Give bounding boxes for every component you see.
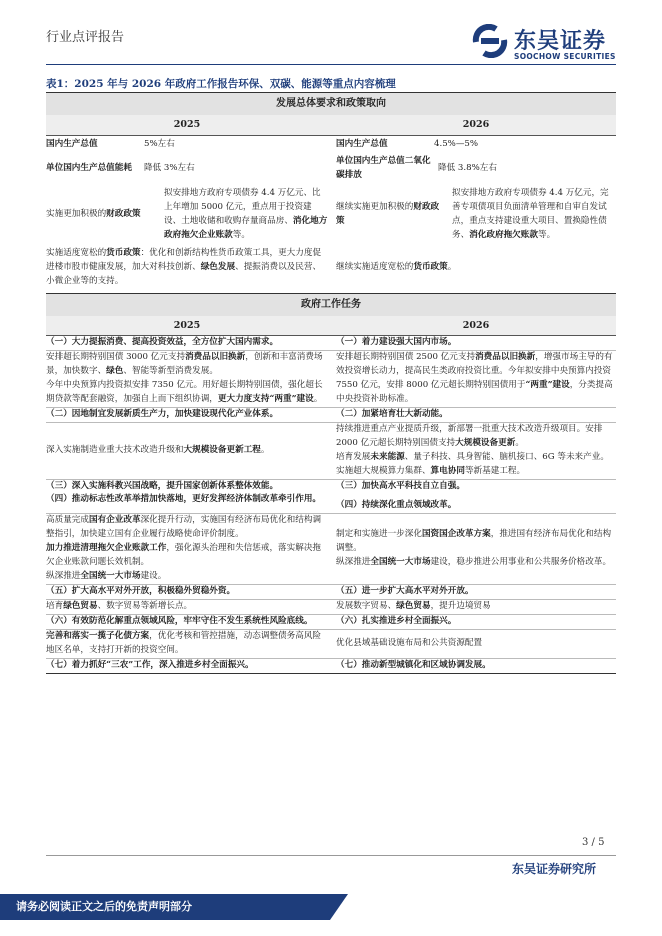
task-detail-2026: 持续推进重点产业提质升级，新部署一批重大技术改造升级项目。安排 2000 亿元超长期特别国债支持大规模设备更新。 培育发展未来能源、量子科技、具身智能、脑机接口、6G 等未来产业。 实施超大规模算力集群、算电协同等新基建工程。 [336, 423, 609, 476]
task-detail-row [46, 423, 616, 480]
task-detail-2025: 完善和落实一揽子化债方案，优化考核和管控措施，动态调整债务高风险地区名单，支持打开新的投资空间。 [46, 630, 322, 655]
task-heading-2026: （五）进一步扩大高水平对外开放。 [336, 586, 474, 597]
gdp-target-2025: 5%左右 [144, 138, 175, 149]
carbon-label: 单位国内生产总值二氧化碳排放 [336, 156, 431, 181]
task-detail-2025: 深入实施制造业重大技术改造升级和大规模设备更新工程。 [46, 444, 270, 455]
disclaimer-banner: 请务必阅读正文之后的免责声明部分 [0, 894, 330, 920]
task-detail-2025: 安排超长期特别国债 3000 亿元支持消费品以旧换新，创新和丰富消费场景，加快数字、绿色、智能等新型消费发展。 今年中央预算内投资拟安排 7350 亿元。用好超长期特别国债，强化超长期贷款等配套融资，加强自上而下组织协调，更大力度支持“两重”建设。 [46, 352, 323, 405]
task-detail-2026: 发展数字贸易、绿色贸易，提升边境贸易 [336, 600, 491, 611]
logo-english-name: SOOCHOW SECURITIES [514, 52, 616, 61]
table-row [46, 245, 616, 291]
task-detail-row [46, 351, 616, 408]
task-heading-row [46, 480, 616, 515]
fiscal-policy-label: 实施更加积极的财政政策 [46, 209, 141, 220]
footer-rule [46, 855, 616, 856]
task-detail-2026: 制定和实施进一步深化国资国企改革方案，推进国有经济布局优化和结构调整。 纵深推进全国统一大市场建设，稳步推进公用事业和公共服务价格改革。 [336, 529, 612, 568]
year-2025: 2025 [173, 319, 201, 331]
section-title-tasks: 政府工作任务 [46, 293, 616, 316]
table-row [46, 153, 616, 185]
carbon-target-2026: 降低 3.8%左右 [438, 163, 497, 174]
table-row [46, 136, 616, 154]
year-header-row [46, 115, 616, 135]
table-row [46, 185, 616, 245]
task-detail-2025: 高质量完成国有企业改革深化提升行动，实施国有经济布局优化和结构调整指引，加快建立国有企业履行战略使命评价制度。 加力推进清理拖欠企业账款工作，强化源头治理和失信惩戒，落实解决拖欠企业账款问题长效机制。 纵深推进全国统一大市场建设。 [46, 515, 322, 582]
task-heading-2025: （三）深入实施科教兴国战略，提升国家创新体系整体效能。 （四）推动标志性改革举措加快落地，更好发挥经济体制改革牵引作用。 [46, 480, 322, 505]
gdp-label: 国内生产总值 [336, 138, 388, 149]
task-heading-row [46, 408, 616, 423]
year-2025: 2025 [173, 119, 201, 131]
task-heading-2026: （三）加快高水平科技自立自强。 （四）持续深化重点领域改革。 [336, 480, 465, 511]
task-heading-2025: （五）扩大高水平对外开放，积极稳外贸稳外资。 [46, 586, 236, 597]
monetary-policy-2025: 实施适度宽松的货币政策：优化和创新结构性货币政策工具，更大力度促进楼市股市健康发展，加大对科技创新、绿色发展、提振消费以及民营、小微企业等的支持。 [46, 248, 322, 286]
energy-label: 单位国内生产总值能耗 [46, 163, 132, 174]
task-heading-row [46, 659, 616, 674]
company-logo [472, 22, 622, 62]
year-2026: 2026 [462, 319, 490, 331]
energy-target-2025: 降低 3%左右 [144, 163, 195, 174]
task-heading-2025: （二）因地制宜发展新质生产力，加快建设现代化产业体系。 [46, 408, 279, 419]
task-heading-2025: （一）大力提振消费、提高投资效益，全方位扩大国内需求。 [46, 337, 279, 348]
task-heading-row [46, 615, 616, 630]
fiscal-policy-2026: 拟安排地方政府专项债券 4.4 万亿元，完善专项债项目负面清单管理和自审自发试点，重点支持建设重大项目、置换隐性债务、消化政府拖欠账款等。 [452, 188, 609, 241]
report-category: 行业点评报告 [46, 30, 125, 45]
section-title-general: 发展总体要求和政策取向 [46, 92, 616, 115]
task-detail-2026: 优化县域基础设施布局和公共资源配置 [336, 637, 483, 648]
fiscal-policy-2025: 拟安排地方政府专项债券 4.4 万亿元、比上年增加 5000 亿元，重点用于投资建设、土地收储和收购存量商品房、消化地方政府拖欠企业账款等。 [164, 188, 328, 241]
task-heading-2026: （一）着力建设强大国内市场。 [336, 337, 457, 348]
logo-mark-icon [472, 24, 508, 58]
task-detail-2025: 培育绿色贸易、数字贸易等新增长点。 [46, 600, 193, 611]
year-header-row [46, 316, 616, 336]
page-number: 3 / 5 [582, 837, 605, 848]
gdp-label: 国内生产总值 [46, 138, 98, 149]
table-caption: 表1：2025 年与 2026 年政府工作报告环保、双碳、能源等重点内容梳理 [46, 78, 396, 90]
footer-brand: 东吴证券研究所 [512, 862, 597, 876]
policy-table [46, 92, 616, 674]
task-detail-row [46, 630, 616, 659]
fiscal-policy-label: 继续实施更加积极的财政政策 [336, 202, 440, 227]
monetary-policy-2026: 继续实施适度宽松的货币政策。 [336, 261, 457, 272]
disclaimer-banner-tail [330, 894, 348, 920]
task-detail-row [46, 514, 616, 585]
task-heading-row [46, 336, 616, 351]
header-rule [46, 64, 616, 65]
task-detail-row [46, 600, 616, 615]
task-heading-2026: （二）加紧培育壮大新动能。 [336, 408, 448, 419]
year-2026: 2026 [462, 119, 490, 131]
task-heading-2025: （六）有效防范化解重点领域风险，牢牢守住不发生系统性风险底线。 [46, 615, 313, 626]
task-heading-2026: （六）扎实推进乡村全面振兴。 [336, 615, 457, 626]
logo-name: 东吴证券 [514, 29, 607, 54]
gdp-target-2026: 4.5%—5% [434, 138, 479, 149]
task-heading-2025: （七）着力抓好“三农”工作，深入推进乡村全面振兴。 [46, 659, 254, 670]
task-heading-2026: （七）推动新型城镇化和区域协调发展。 [336, 659, 491, 670]
task-detail-2026: 安排超长期特别国债 2500 亿元支持消费品以旧换新，增强市场主导的有效投资增长动力，提高民生类政府投资比重。今年拟安排中央预算内投资 7550 亿元，安排 8000 亿元超长期特别国债用于“两重”建设，分类提高中央投资补助标准。 [336, 352, 613, 405]
task-heading-row [46, 585, 616, 600]
